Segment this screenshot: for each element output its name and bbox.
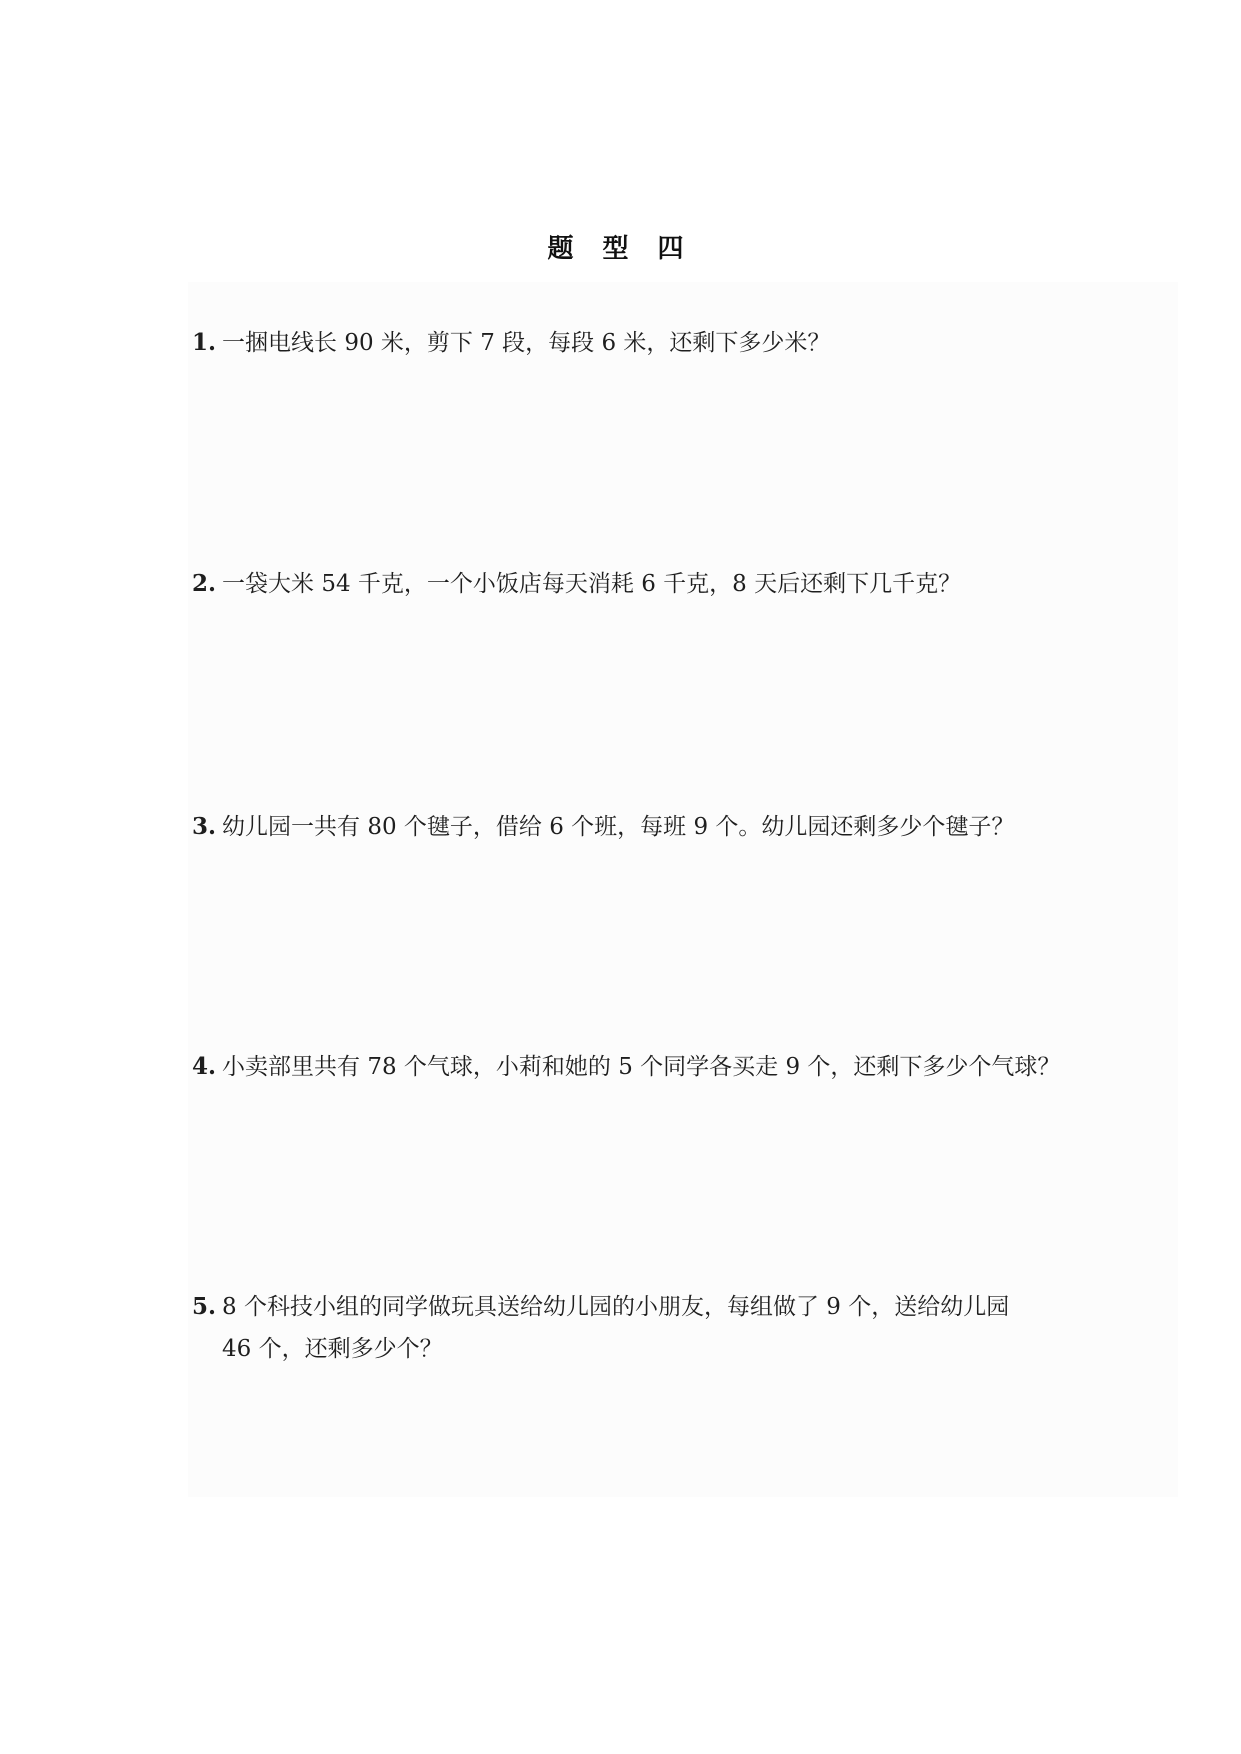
question-number: 5.	[192, 1293, 217, 1320]
question-5	[192, 1286, 1152, 1370]
question-text: 一捆电线长 90 米，剪下 7 段，每段 6 米，还剩下多少米？	[222, 330, 831, 356]
question-number: 2.	[192, 570, 217, 597]
question-number: 3.	[192, 813, 217, 840]
question-text: 一袋大米 54 千克，一个小饭店每天消耗 6 千克，8 天后还剩下几千克？	[222, 571, 962, 597]
question-3	[192, 806, 1152, 848]
question-4	[192, 1046, 1152, 1088]
question-text: 小卖部里共有 78 个气球，小莉和她的 5 个同学各买走 9 个，还剩下多少个气球？	[222, 1054, 1061, 1080]
question-2	[192, 563, 1152, 605]
question-text: 幼儿园一共有 80 个毽子，借给 6 个班，每班 9 个。幼儿园还剩多少个毽子？	[222, 814, 1015, 840]
question-text: 8 个科技小组的同学做玩具送给幼儿园的小朋友，每组做了 9 个，送给幼儿园	[222, 1294, 1010, 1320]
question-number: 4.	[192, 1053, 217, 1080]
question-1	[192, 322, 1152, 364]
question-text-continued: 46 个，还剩多少个？	[222, 1336, 443, 1362]
question-number: 1.	[192, 329, 217, 356]
section-title: 题 型 四	[547, 234, 694, 264]
